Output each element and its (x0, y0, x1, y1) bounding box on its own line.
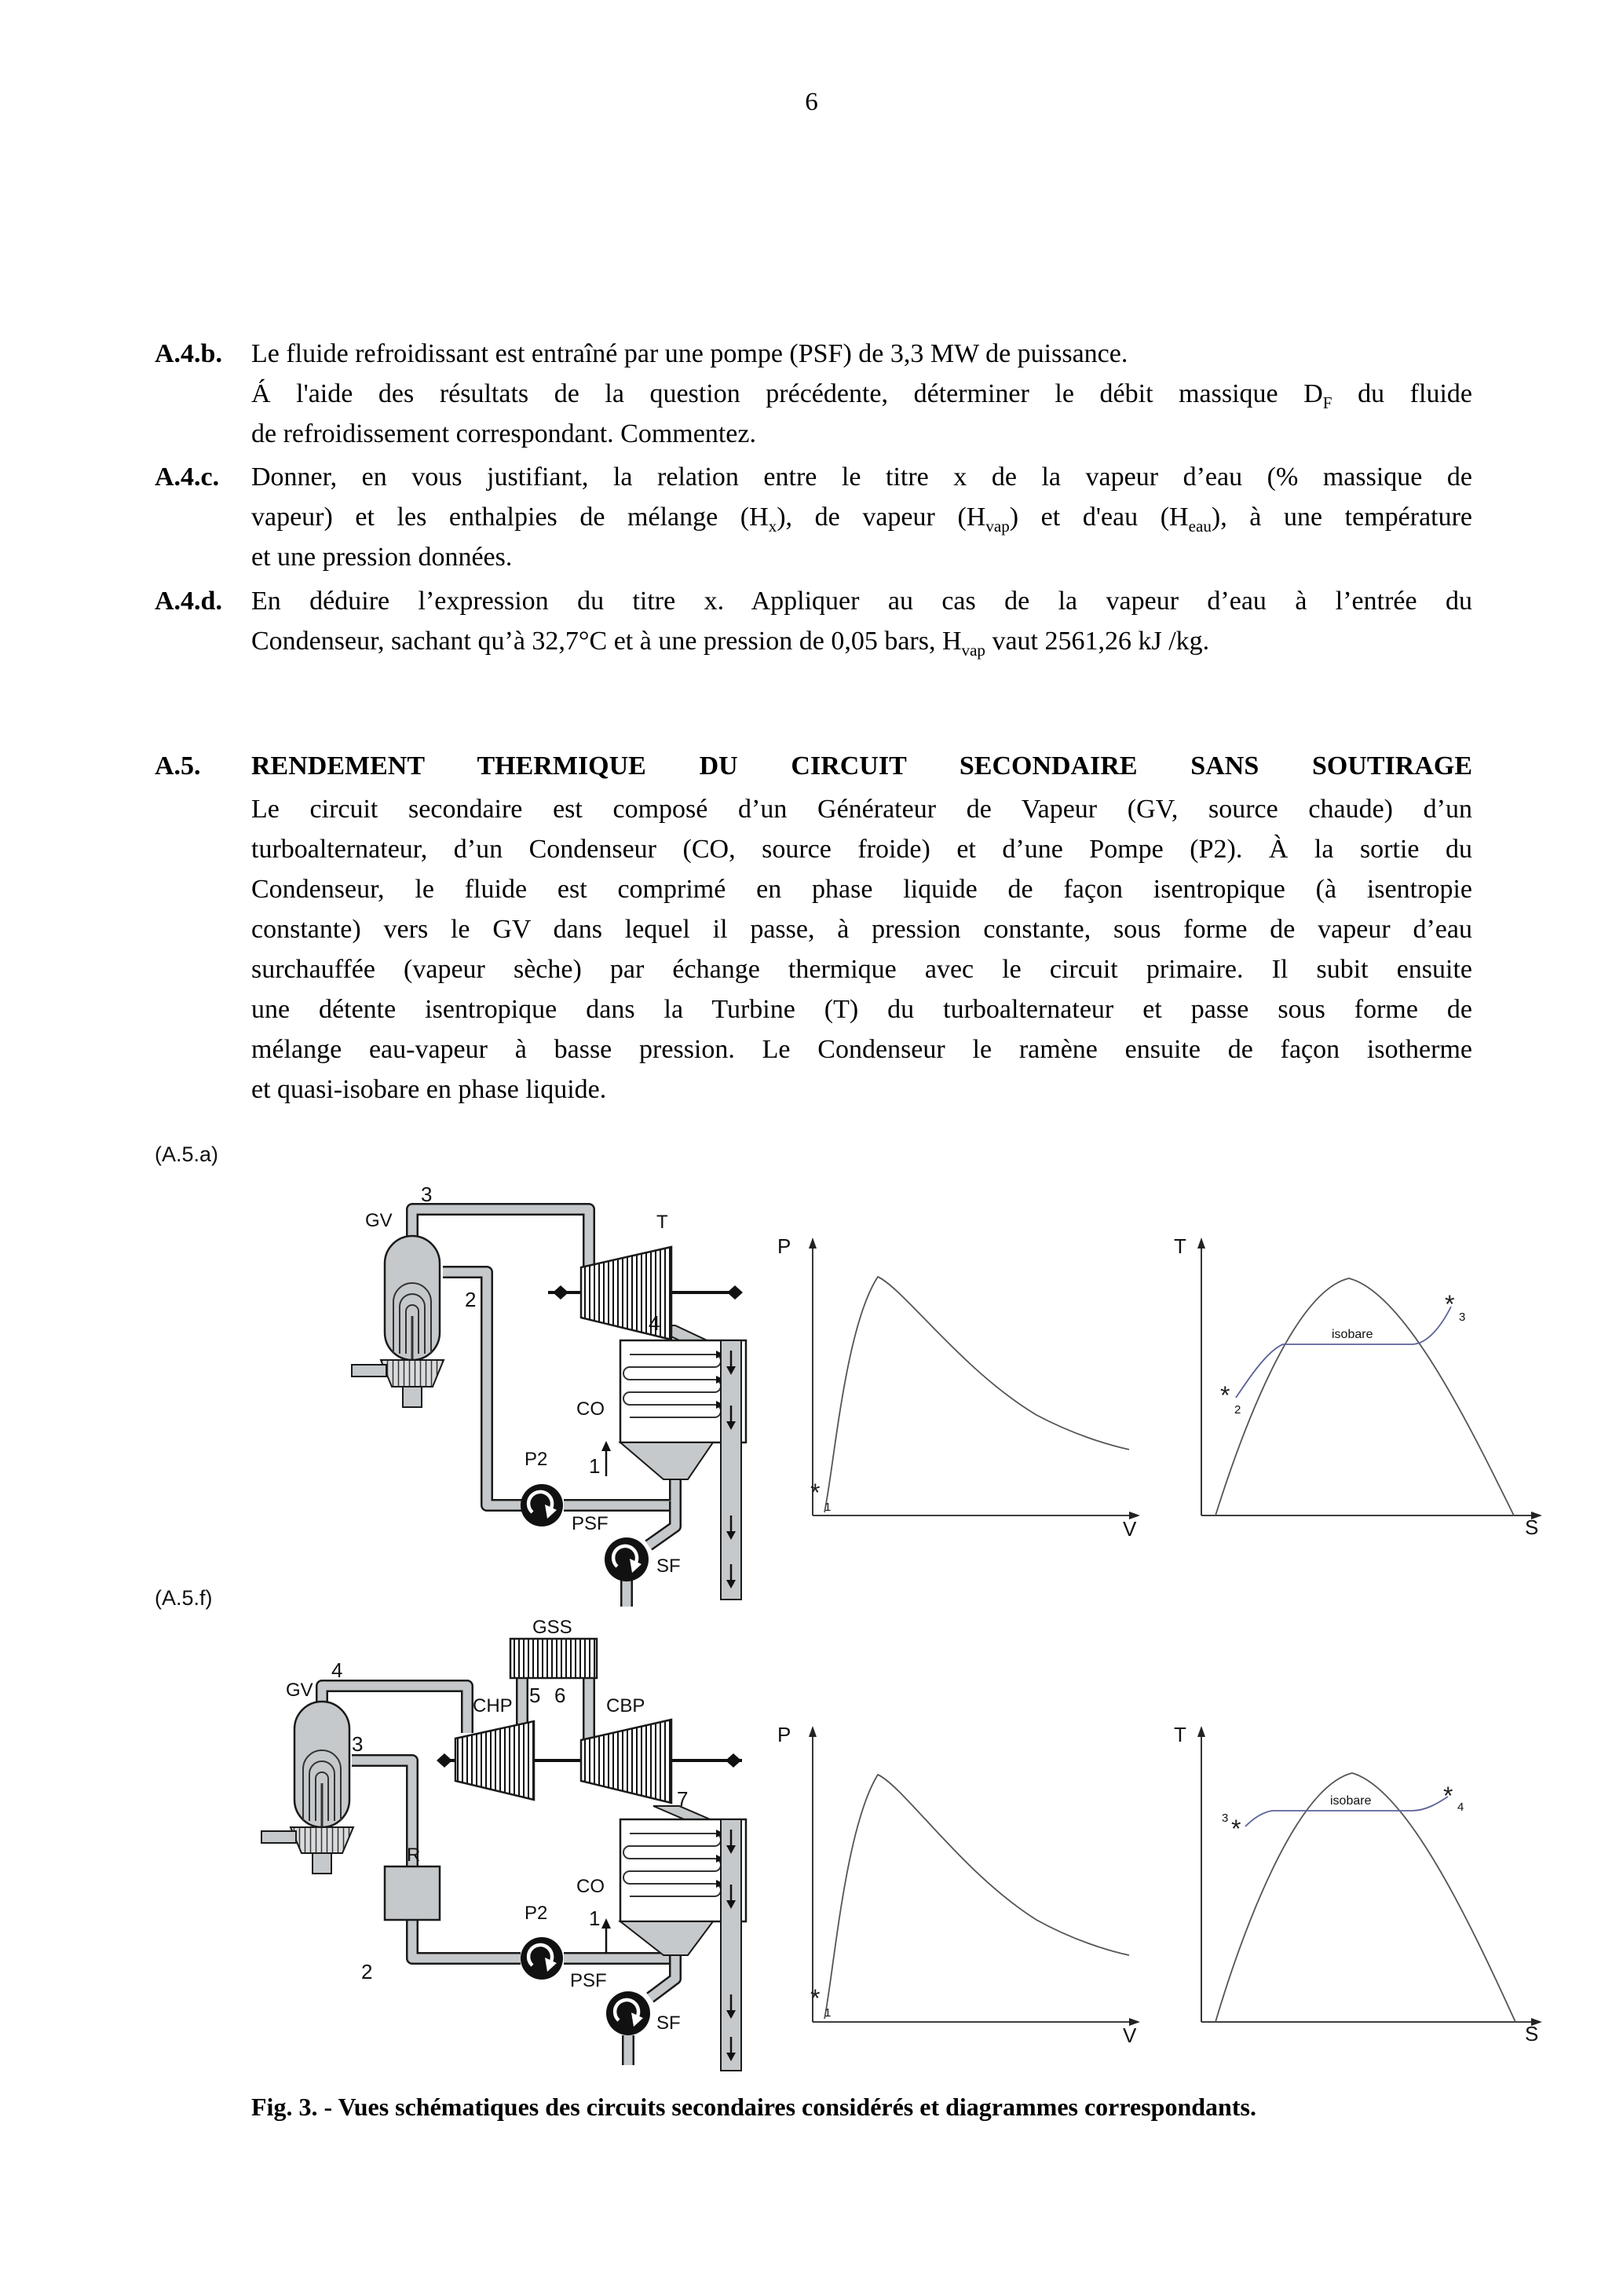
x-axis-label: V (1123, 1517, 1137, 1541)
sf-label: SF (656, 2013, 681, 2034)
condenser-hopper (620, 1921, 713, 1955)
psf-label: PSF (572, 1513, 609, 1534)
question-line: Condenseur, sachant qu’à 32,7°C et à une pression de 0,05 bars, $H_{vap}$ vaut 2561,26 kJ /kg. (251, 627, 1210, 660)
isobare-line (1236, 1307, 1451, 1398)
figure-caption: Fig. 3. - Vues schématiques des circuits secondaires considérés et diagrammes correspondants. (251, 2093, 1256, 2121)
state-point-marker: * (810, 1984, 821, 2013)
paragraph-line: Le circuit secondaire est composé d’un Générateur de Vapeur (GV, source chaude) d’un (251, 795, 1472, 824)
y-axis-label: P (777, 1234, 791, 1258)
question-line: de refroidissement correspondant. Commentez. (251, 419, 756, 448)
shaft-coupling (726, 1753, 741, 1768)
cooling-water-pipe (721, 1819, 741, 2071)
shaft-coupling (553, 1285, 568, 1300)
steam-generator-gv (352, 1236, 444, 1407)
pv-curve (824, 1775, 1129, 2019)
pump-p2-icon (521, 1937, 563, 1980)
state-point-marker: * (1231, 1815, 1241, 1843)
state-4-label: 4 (649, 1311, 660, 1335)
state-point-marker: * (1445, 1290, 1455, 1318)
steam-generator-gv (261, 1702, 353, 1874)
state-point-number: 2 (1234, 1403, 1241, 1417)
section-title: RENDEMENT THERMIQUE DU CIRCUIT SECONDAIRE SANS SOUTIRAGE (251, 751, 1472, 781)
condenser-hopper (620, 1442, 713, 1479)
pv-diagram-a5a (762, 1209, 1154, 1539)
figure-label-a5f: (A.5.f) (155, 1586, 213, 1610)
question-a4d (155, 581, 1472, 661)
question-label: A.4.d. (155, 587, 222, 616)
state-point-marker: * (1443, 1782, 1453, 1810)
paragraph-line: surchauffée (vapeur sèche) par échange thermique avec le circuit primaire. Il subit ensuite (251, 955, 1472, 984)
x-axis-label: V (1123, 2024, 1137, 2047)
chp-label: CHP (473, 1695, 513, 1717)
paragraph-line: et quasi-isobare en phase liquide. (251, 1075, 607, 1104)
shaft-coupling (727, 1285, 743, 1300)
y-axis-label: P (777, 1723, 791, 1746)
co-label: CO (576, 1398, 605, 1420)
question-line: vapeur) et les enthalpies de mélange $(H_x)$, de vapeur $(H_{vap})$ et d'eau $(H_{eau})$, à une température (251, 503, 1473, 536)
subscript: vap (961, 640, 985, 660)
paragraph-line: constante) vers le GV dans lequel il passe, à pression constante, sous forme de vapeur d’eau (251, 915, 1472, 944)
state-point-marker: * (1220, 1381, 1230, 1409)
gss-reheater-box (510, 1639, 597, 1678)
state-point-number: 3 (1222, 1812, 1229, 1825)
state-point-number: 4 (1457, 1801, 1464, 1814)
x-axis-label: S (1525, 1515, 1539, 1539)
pump-psf-icon (605, 1537, 649, 1581)
paragraph-line: Condenseur, le fluide est comprimé en phase liquide de façon isentropique (à isentropie (251, 875, 1472, 904)
subscript: F (1322, 393, 1332, 412)
saturation-dome (1215, 1278, 1514, 1515)
state-1-label: 1 (589, 1907, 601, 1930)
cbp-label: CBP (606, 1695, 645, 1717)
gv-label: GV (365, 1210, 393, 1231)
state-4-label: 4 (331, 1658, 343, 1682)
turbine-label: T (656, 1212, 668, 1233)
isobare-label: isobare (1332, 1328, 1373, 1341)
state-2-label: 2 (361, 1960, 373, 1983)
circuit-a5a-schematic (220, 1172, 769, 1611)
subscript: x (768, 516, 777, 536)
figure-label-a5a: (A.5.a) (155, 1143, 219, 1166)
pv-curve (824, 1277, 1129, 1512)
state-point-number: 1 (824, 2006, 832, 2020)
section-a5-paragraph (155, 789, 1472, 1110)
state-3-label: 3 (352, 1732, 364, 1756)
question-line: Á l'aide des résultats de la question précédente, déterminer le débit massique $D_F$ du fluide (251, 379, 1472, 412)
subscript: vap (985, 516, 1010, 536)
psf-label: PSF (570, 1970, 607, 1991)
p2-label: P2 (525, 1903, 548, 1924)
paragraph-line: mélange eau-vapeur à basse pression. Le Condenseur le ramène ensuite de façon isotherme (251, 1035, 1472, 1064)
co-label: CO (576, 1876, 605, 1897)
question-line: et une pression données. (251, 543, 513, 572)
cooling-water-pipe (721, 1340, 741, 1600)
pv-diagram-a5f (762, 1696, 1154, 2049)
subscript: eau (1188, 516, 1212, 536)
question-label: A.4.b. (155, 339, 222, 368)
state-1-label: 1 (589, 1454, 601, 1478)
isobare-label: isobare (1330, 1794, 1372, 1808)
r-label: R (407, 1844, 421, 1866)
shaft-coupling (437, 1753, 452, 1768)
y-axis-label: T (1174, 1234, 1186, 1258)
question-a4b (155, 334, 1472, 454)
pump-psf-icon (606, 1991, 650, 2035)
question-line: Donner, en vous justifiant, la relation entre le titre x de la vapeur d’eau (% massique de (251, 462, 1472, 492)
section-a5-heading (155, 746, 1472, 786)
paragraph-line: une détente isentropique dans la Turbine (T) du turboalternateur et passe sous forme de (251, 995, 1472, 1024)
y-axis-label: T (1174, 1723, 1186, 1746)
state-2-label: 2 (465, 1288, 477, 1311)
state-point-number: 3 (1459, 1311, 1466, 1324)
circuit-a5f-schematic (220, 1611, 769, 2086)
ts-diagram-a5f (1170, 1696, 1547, 2049)
gv-label: GV (286, 1680, 313, 1701)
question-a4c (155, 457, 1472, 577)
sf-label: SF (656, 1556, 681, 1577)
section-label: A.5. (155, 751, 201, 781)
reheater-r-box (385, 1866, 440, 1920)
question-line: En déduire l’expression du titre x. Appliquer au cas de la vapeur d’eau à l’entrée du (251, 587, 1472, 616)
page-number: 6 (805, 88, 818, 116)
state-3-label: 3 (421, 1183, 433, 1206)
x-axis-label: S (1525, 2022, 1539, 2046)
question-label: A.4.c. (155, 462, 220, 492)
state-5-label: 5 (529, 1684, 541, 1707)
p2-label: P2 (525, 1449, 548, 1470)
question-line: Le fluide refroidissant est entraîné par une pompe (PSF) de 3,3 MW de puissance. (251, 339, 1128, 368)
paragraph-line: turboalternateur, d’un Condenseur (CO, source froide) et d’une Pompe (P2). À la sortie du (251, 835, 1472, 864)
gss-label: GSS (532, 1617, 572, 1638)
ts-diagram-a5a (1170, 1209, 1547, 1539)
pump-p2-icon (521, 1484, 563, 1526)
state-7-label: 7 (677, 1787, 689, 1811)
state-point-number: 1 (824, 1501, 832, 1514)
state-6-label: 6 (554, 1684, 566, 1707)
state-point-marker: * (810, 1479, 821, 1507)
